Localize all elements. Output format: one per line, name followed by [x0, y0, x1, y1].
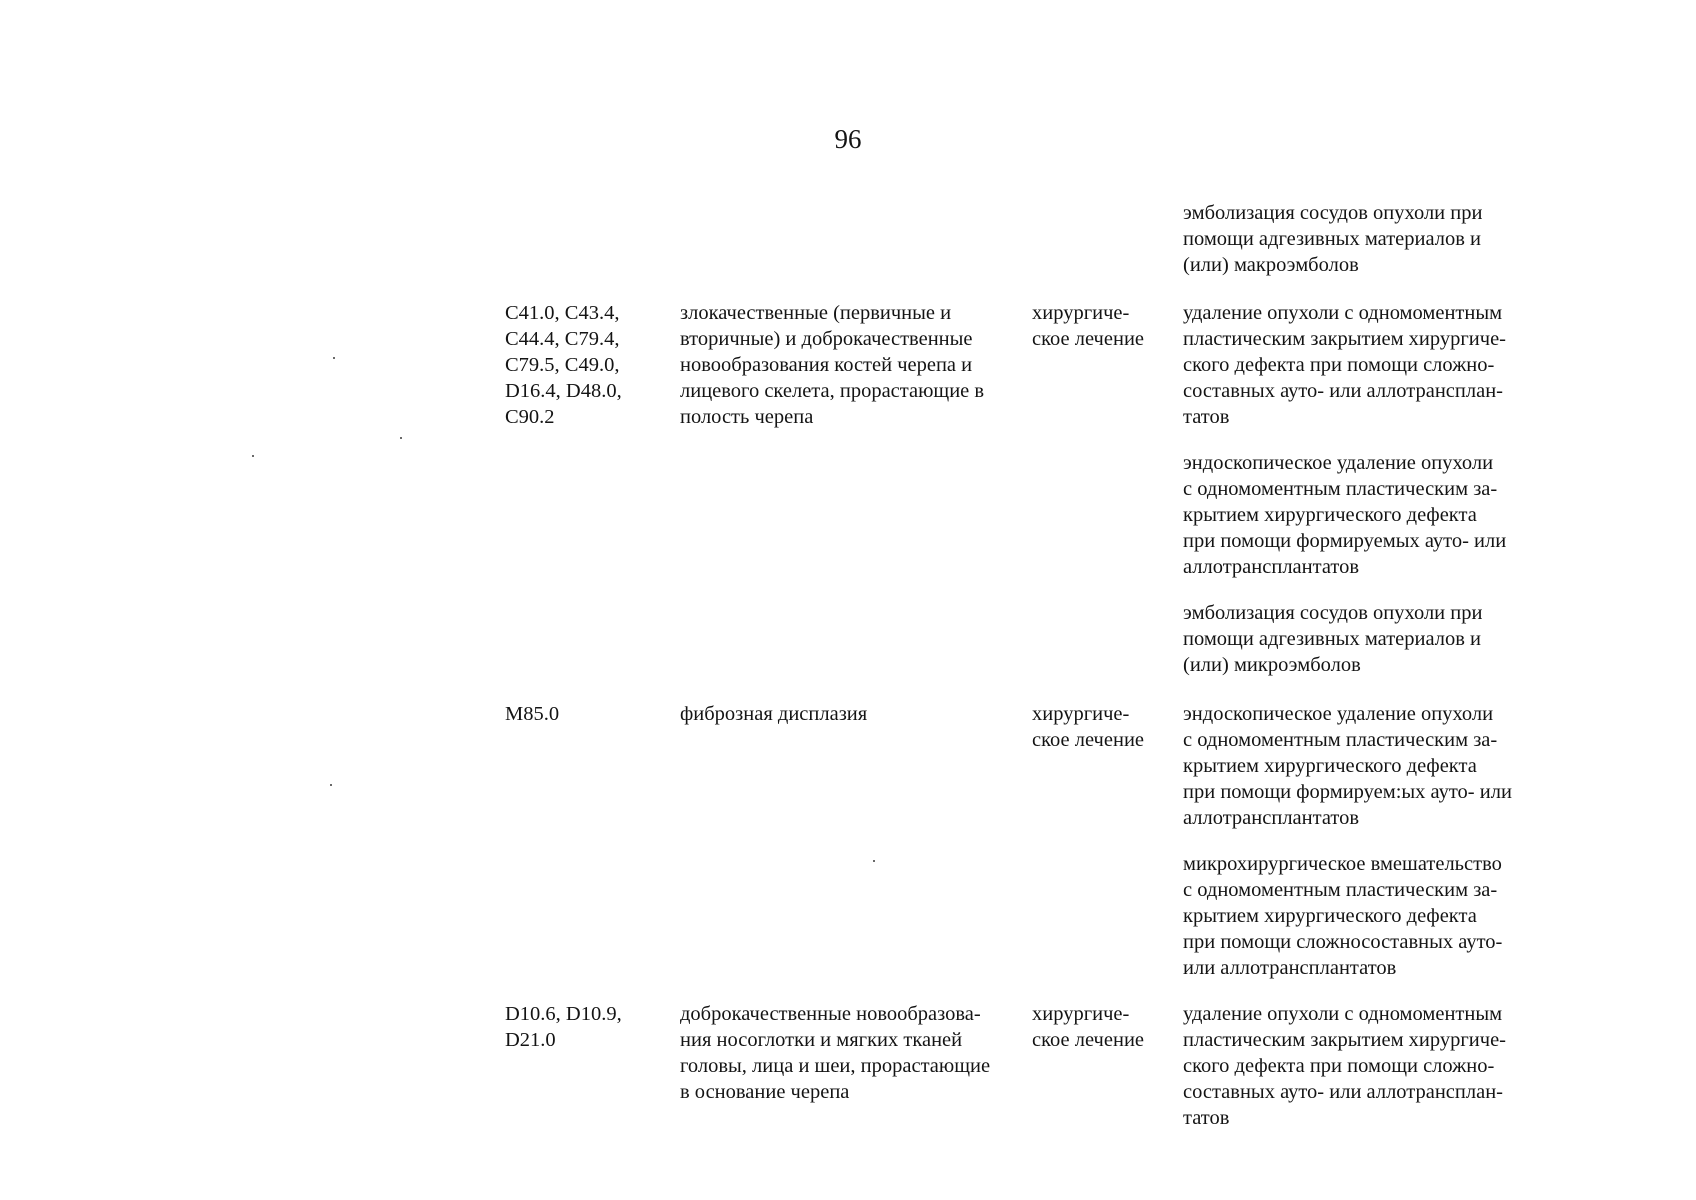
treatment-type: хирургиче- ское лечение [1032, 302, 1145, 350]
scan-speck [873, 860, 875, 862]
method-text: удаление опухоли с одномоментным пластическим закрытием хирургиче- ского дефекта при помощи сложно- составных ауто- или аллотрансплан- татов [1183, 302, 1506, 428]
diagnosis-text: доброкачественные новообразова- ния носоглотки и мягких тканей головы, лица и шеи, прорастающие в основание черепа [680, 1003, 991, 1103]
page-number: 96 [834, 124, 862, 154]
method-text: эмболизация сосудов опухоли при помощи адгезивных материалов и (или) микроэмболов [1183, 602, 1483, 676]
method-text: удаление опухоли с одномоментным пластическим закрытием хирургиче- ского дефекта при помощи сложно- составных ауто- или аллотрансплан- татов [1183, 1003, 1506, 1129]
scan-speck [333, 357, 335, 359]
treatment-type: хирургиче- ское лечение [1032, 703, 1145, 751]
diagnosis-text: злокачественные (первичные и вторичные) и доброкачественные новообразования костей черепа и лицевого скелета, прорастающие в полость черепа [680, 302, 985, 428]
method-text: эмболизация сосудов опухоли при помощи адгезивных материалов и (или) макроэмболов [1183, 202, 1483, 276]
method-text: эндоскопическое удаление опухоли с одномоментным пластическим за- крытием хирургического дефекта при помощи формируем:ых ауто- или аллотрансплантатов [1183, 703, 1512, 829]
diagnosis-text: фиброзная дисплазия [680, 703, 868, 725]
treatment-type: хирургиче- ское лечение [1032, 1003, 1145, 1051]
method-text: эндоскопическое удаление опухоли с одномоментным пластическим за- крытием хирургического дефекта при помощи формируемых ауто- или аллотрансплантатов [1183, 452, 1507, 578]
scan-speck [330, 784, 332, 786]
icd-codes: C41.0, C43.4, C44.4, C79.4, C79.5, C49.0, D16.4, D48.0, C90.2 [505, 302, 622, 428]
icd-codes: D10.6, D10.9, D21.0 [505, 1003, 622, 1051]
scan-speck [252, 455, 254, 457]
scan-speck [400, 437, 402, 439]
icd-codes: M85.0 [505, 703, 560, 725]
method-text: микрохирургическое вмешательство с одномоментным пластическим за- крытием хирургического дефекта при помощи сложносоставных ауто- или аллотрансплантатов [1183, 853, 1503, 979]
